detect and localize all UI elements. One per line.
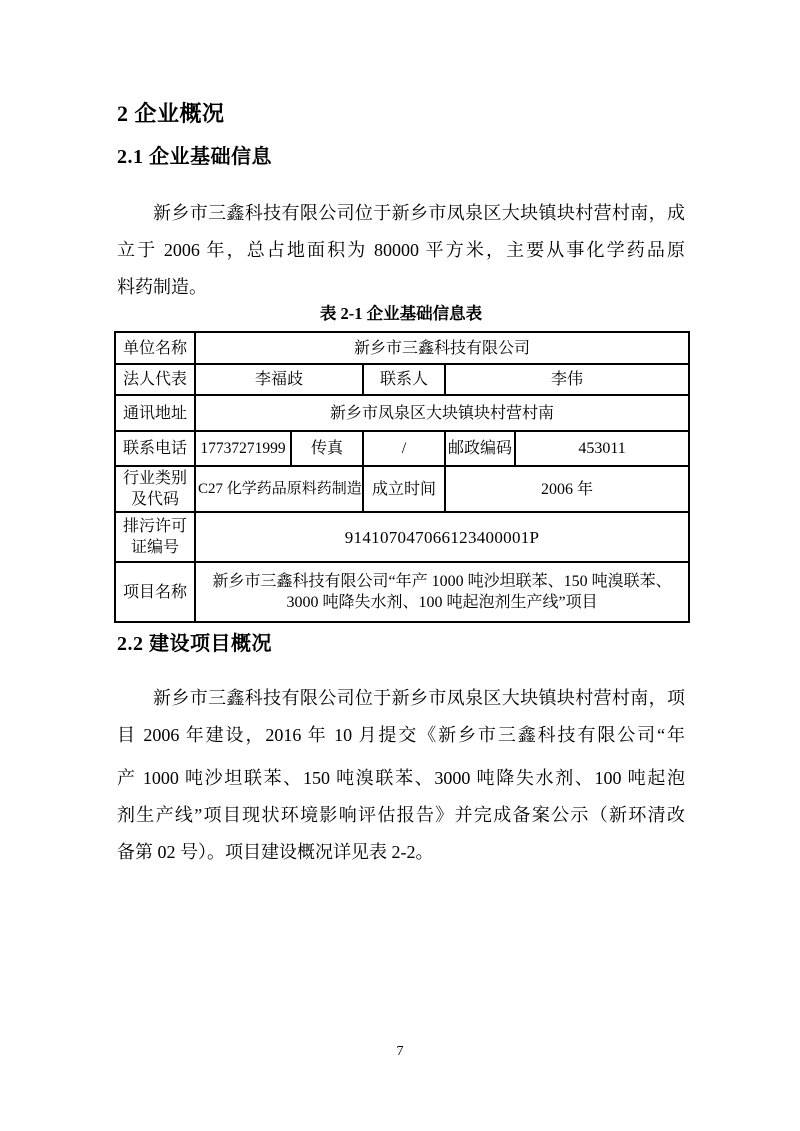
phone-label: 联系电话 xyxy=(115,431,195,466)
address-value: 新乡市凤泉区大块镇块村营村南 xyxy=(195,395,689,431)
industry-category-label: 行业类别及代码 xyxy=(115,466,195,512)
paragraph-line: 剂生产线”项目现状环境影响评估报告》并完成备案公示（新环清改 xyxy=(117,805,685,825)
paragraph-line: 料药制造。 xyxy=(117,277,207,297)
table-row xyxy=(115,466,689,512)
fax-label: 传真 xyxy=(291,431,363,466)
table-row xyxy=(115,562,689,622)
postcode-value: 453011 xyxy=(515,431,689,466)
table-2-1-caption: 表 2-1 企业基础信息表 xyxy=(319,304,483,323)
paragraph-line: 新乡市三鑫科技有限公司位于新乡市凤泉区大块镇块村营村南，项 xyxy=(153,688,685,708)
project-name-value: 新乡市三鑫科技有限公司“年产 1000 吨沙坦联苯、150 吨溴联苯、3000 吨降失水剂、100 吨起泡剂生产线”项目 xyxy=(195,562,689,622)
address-label: 通讯地址 xyxy=(115,395,195,431)
section-2-1-heading: 2.1 企业基础信息 xyxy=(117,146,272,168)
paragraph-line: 产 1000 吨沙坦联苯、150 吨溴联苯、3000 吨降失水剂、100 吨起泡 xyxy=(117,768,685,788)
company-info-table xyxy=(114,331,690,623)
fax-value: / xyxy=(363,431,445,466)
paragraph-line: 立于 2006 年，总占地面积为 80000 平方米，主要从事化学药品原 xyxy=(117,240,685,260)
industry-category-value: C27 化学药品原料药制造 xyxy=(195,466,363,512)
table-row xyxy=(115,364,689,395)
establish-date-value: 2006 年 xyxy=(445,466,689,512)
paragraph-line: 新乡市三鑫科技有限公司位于新乡市凤泉区大块镇块村营村南，成 xyxy=(153,203,685,223)
establish-date-label: 成立时间 xyxy=(363,466,445,512)
contact-person-value: 李伟 xyxy=(445,364,689,395)
table-row xyxy=(115,512,689,562)
postcode-label: 邮政编码 xyxy=(445,431,515,466)
table-row xyxy=(115,395,689,431)
section-2-2-heading: 2.2 建设项目概况 xyxy=(117,633,272,655)
table-row xyxy=(115,332,689,364)
contact-person-label: 联系人 xyxy=(363,364,445,395)
section-2-2-paragraph xyxy=(117,680,685,871)
legal-rep-value: 李福歧 xyxy=(195,364,363,395)
page-number: 7 xyxy=(396,1044,404,1059)
chapter-heading: 2 企业概况 xyxy=(117,101,225,126)
paragraph-line: 备第 02 号）。项目建设概况详见表 2-2。 xyxy=(117,842,434,862)
section-2-1-paragraph xyxy=(117,195,685,306)
permit-number-value: 914107047066123400001P xyxy=(195,512,689,562)
project-name-label: 项目名称 xyxy=(115,562,195,622)
phone-value: 17737271999 xyxy=(195,431,291,466)
permit-number-label: 排污许可证编号 xyxy=(115,512,195,562)
legal-rep-label: 法人代表 xyxy=(115,364,195,395)
table-row xyxy=(115,431,689,466)
company-name-value: 新乡市三鑫科技有限公司 xyxy=(195,332,689,364)
paragraph-line: 目 2006 年建设，2016 年 10 月提交《新乡市三鑫科技有限公司“年 xyxy=(117,725,685,745)
company-name-label: 单位名称 xyxy=(115,332,195,364)
